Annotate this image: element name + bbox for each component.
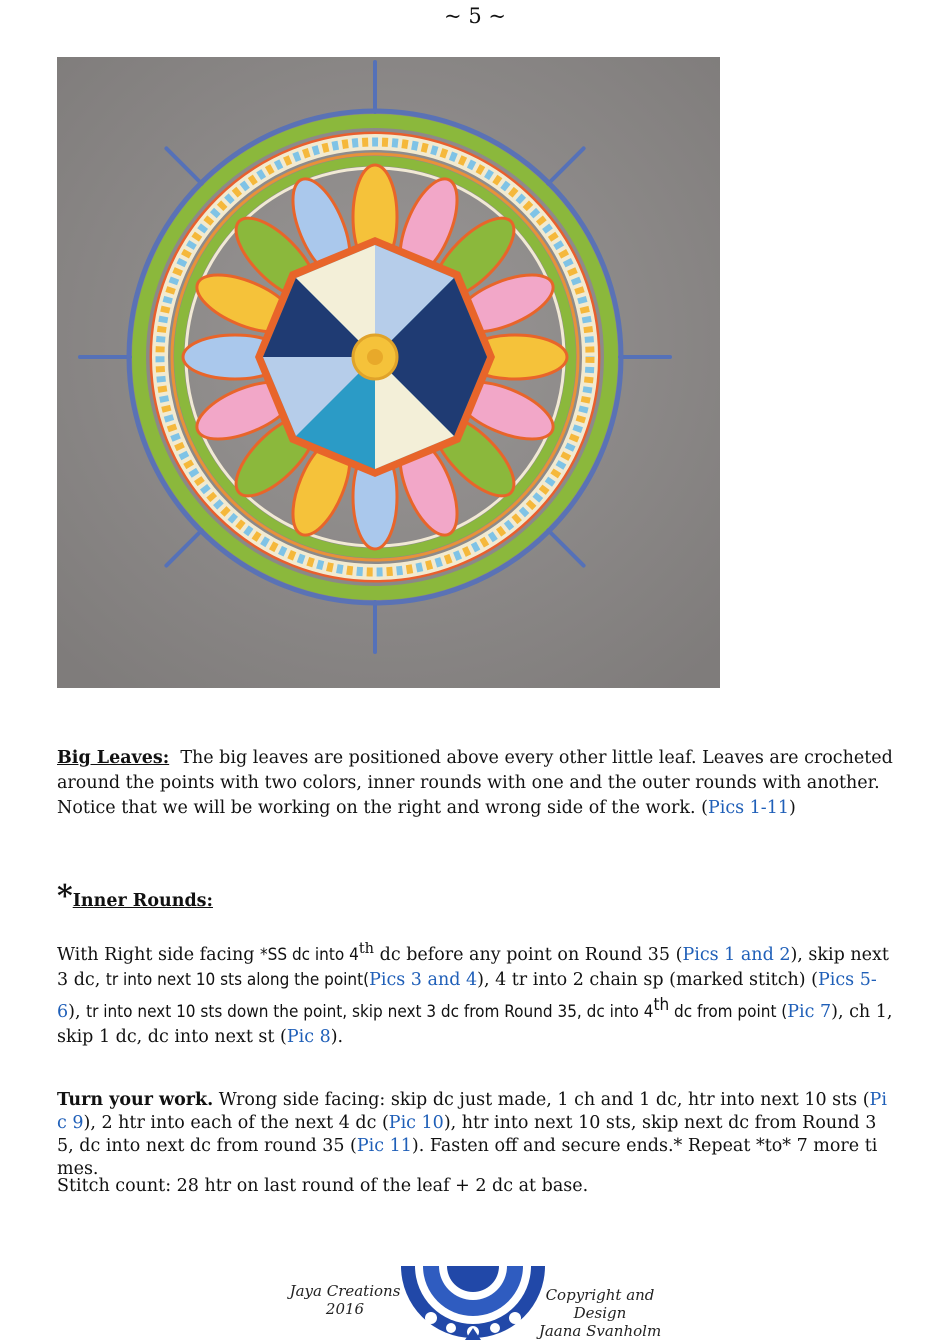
p1-text-1: With Right side facing <box>57 944 261 965</box>
pics-1-and-2-link[interactable]: Pics 1 and 2 <box>682 944 791 965</box>
star-icon: * <box>57 879 73 914</box>
p1-text-6: ), 4 tr into 2 chain sp (marked stitch) ( <box>477 969 818 990</box>
turn-your-work-label: Turn your work. <box>57 1090 214 1110</box>
p1-text-10: ), ch 1, skip 1 dc, dc into next st ( <box>57 1001 893 1047</box>
mandala-illustration <box>57 57 720 688</box>
p2-text-2: ), 2 htr into each of the next 4 dc ( <box>83 1113 389 1133</box>
pic-7-link[interactable]: Pic 7 <box>787 1001 832 1022</box>
inner-rounds-heading-line <box>57 879 893 914</box>
brand-signature <box>280 1282 410 1318</box>
copyright-line-1: Copyright and Design <box>545 1286 655 1322</box>
pic-11-link[interactable]: Pic 11 <box>356 1136 412 1156</box>
p1-text-5: tr into next 10 sts along the point( <box>105 969 370 990</box>
stitch-count: Stitch count: 28 htr on last round of the leaf + 2 dc at base. <box>57 1176 589 1196</box>
pic-9-link[interactable]: Pic 9 <box>57 1090 887 1133</box>
big-leaves-paragraph <box>57 746 893 821</box>
page-number: ~ 5 ~ <box>444 4 506 28</box>
p2-text-1: Wrong side facing: skip dc just made, 1 ch and 1 dc, htr into next 10 sts ( <box>213 1090 870 1110</box>
pic-10-link[interactable]: Pic 10 <box>388 1113 444 1133</box>
pic-8-link[interactable]: Pic 8 <box>286 1026 331 1047</box>
crochet-mandala-photo <box>57 57 720 688</box>
pics-5-6-link[interactable]: Pics 5-6 <box>57 969 877 1022</box>
copyright-signature <box>530 1286 670 1340</box>
big-leaves-text: The big leaves are positioned above every other little leaf. Leaves are crocheted around the points with two colors, inner rounds with one and the outer rounds with another. Notice that we will be working on the right and wrong side of the work. ( <box>57 748 893 818</box>
copyright-line-2: Jaana Svanholm <box>538 1322 662 1340</box>
p2-text-4: ). Fasten off and secure ends.* Repeat *to* 7 more times. <box>57 1136 878 1179</box>
big-leaves-pics-link[interactable]: Pics 1-11 <box>707 798 789 818</box>
brand-line-1: Jaya Creations <box>289 1282 401 1300</box>
p1-text-8: tr into next 10 sts down the point, skip next 3 dc from Round 35, dc into 4 <box>86 1001 654 1022</box>
mandala-logo-icon <box>398 1266 548 1344</box>
inner-rounds-paragraph-2 <box>57 1089 893 1181</box>
pics-3-and-4-link[interactable]: Pics 3 and 4 <box>369 969 478 990</box>
brand-line-2: 2016 <box>325 1300 365 1318</box>
p1-text-7: ), <box>68 1001 87 1022</box>
p2-text-3: ), htr into next 10 sts, skip next dc from Round 35, dc into next dc from round 35 ( <box>57 1113 877 1156</box>
big-leaves-close: ) <box>789 798 796 818</box>
p1-text-11: ). <box>330 1026 344 1047</box>
p1-sup-1: th <box>358 940 375 957</box>
p1-text-2: *SS dc into 4 <box>260 944 359 965</box>
p1-text-9: dc from point ( <box>669 1001 788 1022</box>
inner-rounds-heading: Inner Rounds: <box>72 891 213 911</box>
big-leaves-heading: Big Leaves: <box>57 748 170 768</box>
p1-text-4: ), skip next 3 dc, <box>57 944 889 990</box>
p1-text-3: dc before any point on Round 35 ( <box>374 944 683 965</box>
footer-logo <box>280 1262 680 1344</box>
p1-sup-2: th <box>653 994 670 1015</box>
inner-rounds-paragraph-1 <box>57 936 893 1050</box>
